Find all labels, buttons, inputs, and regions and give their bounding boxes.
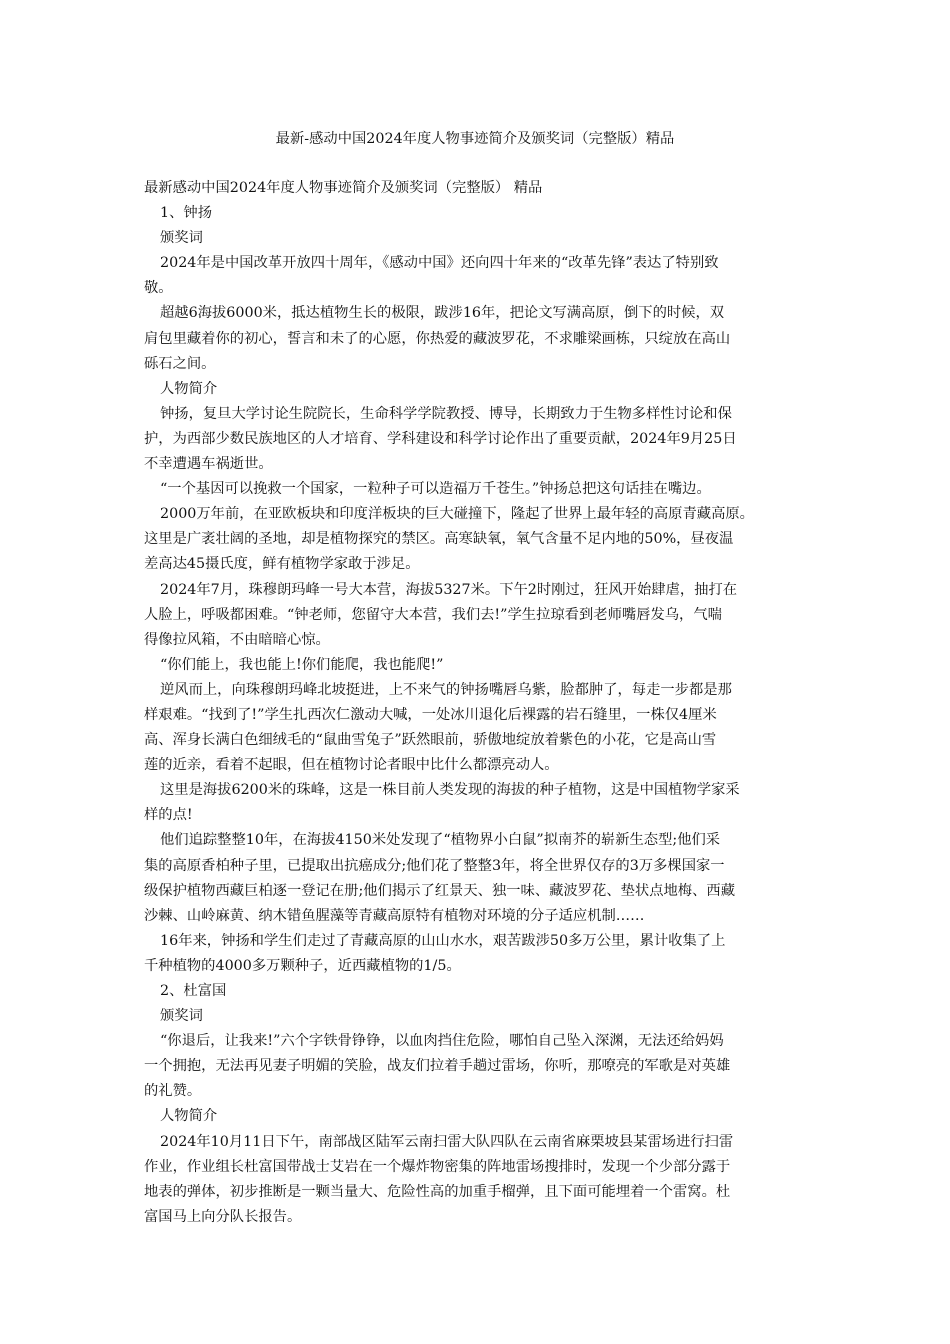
paragraph-line: 富国马上向分队长报告。 <box>144 1208 302 1225</box>
paragraph-line: 16年来，钟扬和学生们走过了青藏高原的山山水水，艰苦跋涉50多万公里，累计收集了上 <box>160 932 726 949</box>
paragraph-line: 超越6海拔6000米，抵达植物生长的极限，跋涉16年，把论文写满高原，倒下的时候，双 <box>160 305 725 322</box>
paragraph-line: 砾石之间。 <box>144 355 216 372</box>
document-title: 最新-感动中国2024年度人物事迹简介及颁奖词（完整版）精品 <box>275 131 675 147</box>
paragraph-line: 一个拥抱，无法再见妻子明媚的笑脸，战友们拉着手趟过雷场，你听，那嘹亮的军歌是对英雄 <box>144 1058 731 1075</box>
paragraph-line: 2024年10月11日下午，南部战区陆军云南扫雷大队四队在云南省麻栗坡县某雷场进行扫雷 <box>160 1133 734 1150</box>
paragraph-line: 的礼赞。 <box>144 1083 202 1100</box>
paragraph-line: 这里是广袤壮阔的圣地，却是植物探究的禁区。高寒缺氧，氧气含量不足内地的50%，昼夜温 <box>144 531 734 548</box>
paragraph-line: 高、浑身长满白色细绒毛的“鼠曲雪兔子”跃然眼前，骄傲地绽放着紫色的小花，它是高山雪 <box>144 732 717 749</box>
paragraph-line: “你们能上，我也能上!你们能爬，我也能爬!” <box>160 656 444 673</box>
paragraph-line: 逆风而上，向珠穆朗玛峰北坡挺进，上不来气的钟扬嘴唇乌紫，脸都肿了，每走一步都是那 <box>160 681 732 698</box>
paragraph-line: 敬。 <box>144 280 173 297</box>
paragraph-line: 莲的近亲，看着不起眼，但在植物讨论者眼中比什么都漂亮动人。 <box>144 757 559 774</box>
paragraph-line: 这里是海拔6200米的珠峰，这是一株目前人类发现的海拔的种子植物，这是中国植物学家采 <box>160 782 740 799</box>
section-heading: 1、钟扬 <box>160 205 212 222</box>
paragraph-line: 2024年7月，珠穆朗玛峰一号大本营，海拔5327米。下午2时刚过，狂风开始肆虐，抽打在 <box>160 581 738 598</box>
paragraph-line: 2000万年前，在亚欧板块和印度洋板块的巨大碰撞下，隆起了世界上最年轻的高原青藏高原。 <box>160 506 754 523</box>
paragraph-line: 他们追踪整整10年，在海拔4150米处发现了“植物界小白鼠”拟南芥的崭新生态型;他们采 <box>160 832 721 849</box>
subheading: 人物简介 <box>160 1108 218 1125</box>
paragraph-line: 得像拉风箱，不由暗暗心惊。 <box>144 631 330 648</box>
paragraph-line: 肩包里藏着你的初心，誓言和未了的心愿，你热爱的藏波罗花，不求雕梁画栋，只绽放在高山 <box>144 330 731 347</box>
paragraph-line: 作业，作业组长杜富国带战士艾岩在一个爆炸物密集的阵地雷场搜排时，发现一个少部分露于 <box>144 1158 731 1175</box>
paragraph-line: 人脸上，呼吸都困难。“钟老师，您留守大本营，我们去!”学生拉琼看到老师嘴唇发乌，气喘 <box>144 606 722 623</box>
subheading: 颁奖词 <box>160 230 203 247</box>
document-body <box>144 176 812 1230</box>
subheading: 人物简介 <box>160 380 218 397</box>
paragraph-line: 沙棘、山岭麻黄、纳木错鱼腥藻等青藏高原特有植物对环境的分子适应机制…… <box>144 907 645 924</box>
paragraph-line: 护，为西部少数民族地区的人才培育、学科建设和科学讨论作出了重要贡献，2024年9月25日 <box>144 430 737 447</box>
paragraph-line: 钟扬，复旦大学讨论生院院长，生命科学学院教授、博导，长期致力于生物多样性讨论和保 <box>160 405 732 422</box>
paragraph-line: 差高达45摄氏度，鲜有植物学家敢于涉足。 <box>144 556 420 573</box>
document-subtitle: 最新感动中国2024年度人物事迹简介及颁奖词（完整版） 精品 <box>144 180 543 196</box>
paragraph-line: 样的点! <box>144 807 193 824</box>
paragraph-line: 不幸遭遇车祸逝世。 <box>144 456 273 473</box>
paragraph-line: 2024年是中国改革开放四十周年，《感动中国》还向四十年来的“改革先锋”表达了特别致 <box>160 255 719 272</box>
paragraph-line: “你退后，让我来!”六个字铁骨铮铮，以血肉挡住危险，哪怕自己坠入深渊，无法还给妈妈 <box>160 1033 724 1050</box>
paragraph-line: 集的高原香柏种子里，已提取出抗癌成分;他们花了整整3年，将全世界仅存的3万多棵国家一 <box>144 857 725 874</box>
paragraph-line: “一个基因可以挽救一个国家，一粒种子可以造福万千苍生。”钟扬总把这句话挂在嘴边。 <box>160 481 711 498</box>
section-heading: 2、杜富国 <box>160 983 227 999</box>
subheading: 颁奖词 <box>160 1008 203 1025</box>
paragraph-line: 千种植物的4000多万颗种子，近西藏植物的1/5。 <box>144 957 461 974</box>
paragraph-line: 样艰难。“找到了!”学生扎西次仁激动大喊，一处冰川退化后裸露的岩石缝里，一株仅4厘米 <box>144 706 717 723</box>
paragraph-line: 地表的弹体，初步推断是一颗当量大、危险性高的加重手榴弹，且下面可能埋着一个雷窝。杜 <box>144 1183 731 1200</box>
paragraph-line: 级保护植物西藏巨柏逐一登记在册;他们揭示了红景天、独一味、藏波罗花、垫状点地梅、西藏 <box>144 882 735 899</box>
